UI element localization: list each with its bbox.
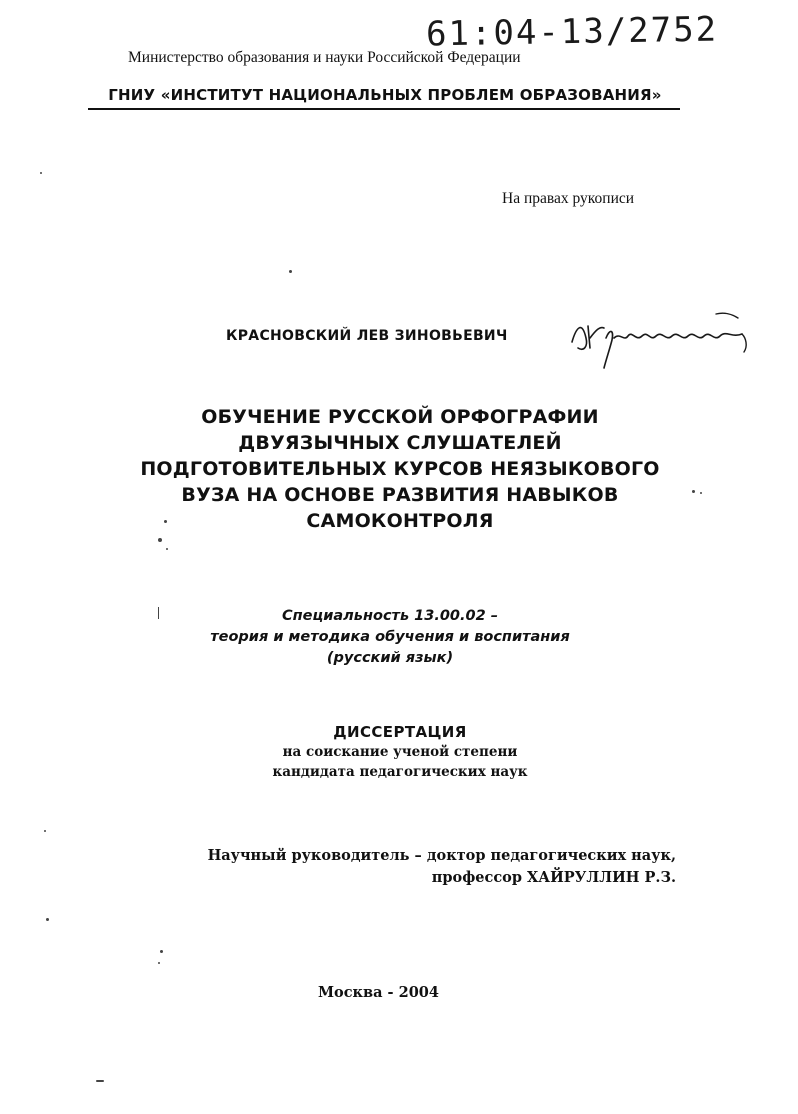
degree-block (180, 722, 620, 782)
dissertation-title (90, 404, 710, 534)
scan-speck (40, 172, 42, 174)
scan-speck (158, 538, 162, 542)
specialty-block (140, 606, 640, 669)
city-year: Москва - 2004 (318, 984, 439, 1001)
scan-speck (164, 520, 167, 523)
scan-speck (289, 270, 292, 273)
institute-name: ГНИУ «ИНСТИТУТ НАЦИОНАЛЬНЫХ ПРОБЛЕМ ОБРАЗОВАНИЯ» (108, 86, 662, 104)
scan-speck (166, 548, 168, 550)
supervisor-block (164, 845, 676, 889)
library-code-handwritten: 61:04-13/2752 (425, 9, 719, 55)
scan-speck (158, 607, 159, 619)
specialty-language: (русский язык) (326, 650, 454, 666)
title-line: ДВУЯЗЫЧНЫХ СЛУШАТЕЛЕЙ (238, 432, 562, 454)
scan-speck (96, 1080, 104, 1082)
title-line: ВУЗА НА ОСНОВЕ РАЗВИТИЯ НАВЫКОВ (181, 484, 619, 506)
scan-speck (160, 950, 163, 953)
manuscript-rights-label: На правах рукописи (502, 190, 635, 207)
title-line: ПОДГОТОВИТЕЛЬНЫХ КУРСОВ НЕЯЗЫКОВОГО (140, 458, 660, 480)
specialty-code: Специальность 13.00.02 – (281, 608, 499, 624)
scan-speck (44, 830, 46, 832)
institute-underline (88, 108, 680, 110)
scan-speck (700, 492, 702, 494)
supervisor-name: профессор ХАЙРУЛЛИН Р.З. (431, 869, 676, 886)
degree-line: кандидата педагогических наук (272, 764, 528, 780)
signature-drawing (566, 308, 756, 372)
specialty-name: теория и методика обучения и воспитания (210, 629, 570, 645)
degree-line: на соискание ученой степени (282, 744, 518, 760)
scan-speck (692, 490, 695, 493)
ministry-name: Министерство образования и науки Российской Федерации (128, 49, 521, 66)
supervisor-title: Научный руководитель – доктор педагогических наук, (207, 847, 676, 864)
author-name: КРАСНОВСКИЙ ЛЕВ ЗИНОВЬЕВИЧ (226, 328, 508, 344)
document-type-heading: ДИССЕРТАЦИЯ (333, 723, 467, 741)
scan-speck (46, 918, 49, 921)
scan-speck (158, 962, 160, 964)
title-line: САМОКОНТРОЛЯ (306, 510, 494, 532)
title-line: ОБУЧЕНИЕ РУССКОЙ ОРФОГРАФИИ (201, 406, 599, 428)
author-signature (566, 308, 756, 372)
